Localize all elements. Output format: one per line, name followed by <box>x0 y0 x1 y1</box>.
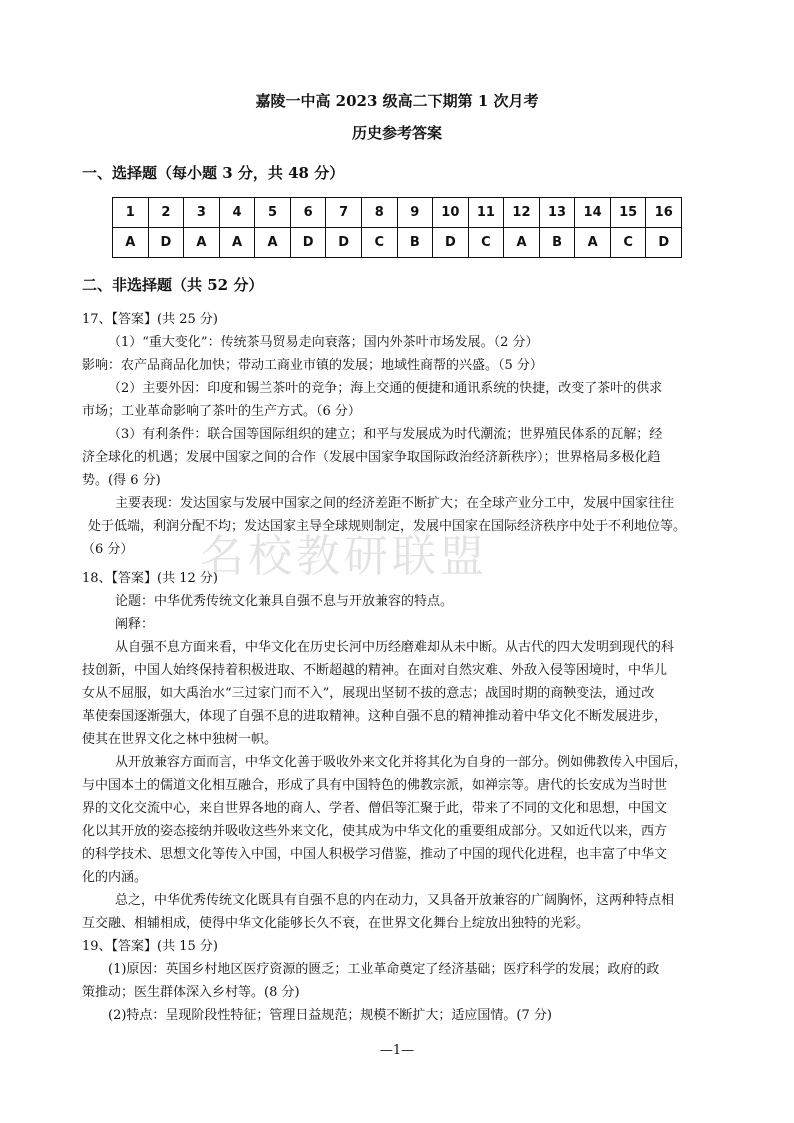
question-number: 3 <box>184 198 220 228</box>
question-number: 15 <box>610 198 646 228</box>
section-essay-title: 二、非选择题（共 52 分） <box>82 276 264 294</box>
q18-paragraph: 化的内涵。 <box>82 870 148 885</box>
q17-paragraph: （2）主要外因：印度和锡兰茶叶的竞争；海上交通的便捷和通讯系统的快捷，改变了茶叶的供求 <box>108 381 663 396</box>
q18-paragraph: 界的文化交流中心，来自世界各地的商人、学者、僧侣等汇聚于此，带来了不同的文化和思想，中国文 <box>82 801 668 816</box>
question-number: 2 <box>148 198 184 228</box>
answer-letter: D <box>433 228 469 258</box>
question-number: 14 <box>575 198 611 228</box>
q17-paragraph: （6 分） <box>82 542 134 557</box>
q17-paragraph: 影响：农产品商品化加快；带动工商业市镇的发展；地域性商帮的兴盛。（5 分） <box>82 358 543 373</box>
answer-letter: A <box>113 228 149 258</box>
answer-letter: A <box>255 228 291 258</box>
answer-letter: D <box>290 228 326 258</box>
answer-letter: C <box>610 228 646 258</box>
answer-letter: D <box>326 228 362 258</box>
question-number: 10 <box>433 198 469 228</box>
q17-paragraph: 势。(得 6 分) <box>82 473 161 488</box>
q17-paragraph: （3）有利条件：联合国等国际组织的建立；和平与发展成为时代潮流；世界殖民体系的瓦解；经 <box>108 427 663 442</box>
question-number: 8 <box>361 198 397 228</box>
q18-paragraph: 与中国本土的儒道文化相互融合，形成了具有中国特色的佛教宗派，如禅宗等。唐代的长安成为当时世 <box>82 778 668 793</box>
q17-paragraph: 市场；工业革命影响了茶叶的生产方式。（6 分） <box>82 404 361 419</box>
answer-letter: A <box>575 228 611 258</box>
q18-thesis: 论题：中华优秀传统文化兼具自强不息与开放兼容的特点。 <box>115 594 454 609</box>
q19-heading: 19、【答案】(共 15 分) <box>82 939 218 954</box>
q17-heading: 17、【答案】(共 25 分) <box>82 312 218 327</box>
q17-paragraph: 处于低端，利润分配不均；发达国家主导全球规则制定，发展中国家在国际经济秩序中处于不利地位等。 <box>88 519 687 534</box>
q19-paragraph: (2)特点：呈现阶段性特征；管理日益规范；规模不断扩大；适应国情。(7 分) <box>108 1008 552 1023</box>
question-number: 16 <box>646 198 682 228</box>
watermark: 名校教研联盟 <box>200 531 488 582</box>
answer-letter: D <box>646 228 682 258</box>
question-number: 6 <box>290 198 326 228</box>
question-number: 5 <box>255 198 291 228</box>
q18-paragraph: 总之，中华优秀传统文化既具有自强不息的内在动力，又具备开放兼容的广阔胸怀，这两种特点相 <box>115 893 675 908</box>
q18-paragraph: 从自强不息方面来看，中华文化在历史长河中历经磨难却从未中断。从古代的四大发明到现代的科 <box>115 640 675 655</box>
answer-letter: B <box>539 228 575 258</box>
question-number: 9 <box>397 198 433 228</box>
question-number: 12 <box>504 198 540 228</box>
question-number: 1 <box>113 198 149 228</box>
answer-letter: C <box>361 228 397 258</box>
q17-paragraph: 济全球化的机遇；发展中国家之间的合作（发展中国家争取国际政治经济新秩序）；世界格局多极化趋 <box>82 450 661 465</box>
q17-paragraph: （1）“重大变化”：传统茶马贸易走向衰落；国内外茶叶市场发展。（2 分） <box>108 335 539 350</box>
answer-letter: A <box>504 228 540 258</box>
q18-paragraph: 女从不屈服，如大禹治水“三过家门而不入”，展现出坚韧不拔的意志；战国时期的商鞅变法，通过改 <box>82 686 655 701</box>
answer-letter: D <box>148 228 184 258</box>
page-number: —1— <box>379 1043 415 1058</box>
q18-paragraph: 互交融、相辅相成，使得中华文化能够长久不衰，在世界文化舞台上绽放出独特的光彩。 <box>82 916 590 931</box>
question-number: 7 <box>326 198 362 228</box>
q18-paragraph: 技创新，中国人始终保持着积极进取、不断超越的精神。在面对自然灾难、外敌入侵等困境时，中华儿 <box>82 663 668 678</box>
answer-letter: A <box>184 228 220 258</box>
question-number: 13 <box>539 198 575 228</box>
answer-row <box>113 228 682 258</box>
q18-paragraph: 使其在世界文化之林中独树一帜。 <box>82 732 278 747</box>
q18-explain-label: 阐释： <box>115 617 155 632</box>
exam-title: 嘉陵一中高 2023 级高二下期第 1 次月考 <box>255 92 539 110</box>
exam-subtitle: 历史参考答案 <box>351 124 442 142</box>
answer-letter: A <box>219 228 255 258</box>
answer-letter: C <box>468 228 504 258</box>
question-number-row <box>113 198 682 228</box>
question-number: 11 <box>468 198 504 228</box>
q18-heading: 18、【答案】(共 12 分) <box>82 571 218 586</box>
answer-table <box>112 197 682 258</box>
answer-letter: B <box>397 228 433 258</box>
question-number: 4 <box>219 198 255 228</box>
q18-paragraph: 化以其开放的姿态接纳并吸收这些外来文化，使其成为中华文化的重要组成部分。又如近代以来，西方 <box>82 824 668 839</box>
q18-paragraph: 从开放兼容方面而言，中华文化善于吸收外来文化并将其化为自身的一部分。例如佛教传入中国后， <box>115 755 688 770</box>
q18-paragraph: 的科学技术、思想文化等传入中国，中国人积极学习借鉴，推动了中国的现代化进程，也丰富了中华文 <box>82 847 668 862</box>
section-choice-title: 一、选择题（每小题 3 分，共 48 分） <box>82 164 345 182</box>
q19-paragraph: (1)原因：英国乡村地区医疗资源的匮乏；工业革命奠定了经济基础；医疗科学的发展；政府的政 <box>108 962 660 977</box>
q17-paragraph: 主要表现：发达国家与发展中国家之间的经济差距不断扩大；在全球产业分工中，发展中国家往往 <box>115 496 675 511</box>
q19-paragraph: 策推动；医生群体深入乡村等。(8 分) <box>82 985 300 1000</box>
q18-paragraph: 革使秦国逐渐强大，体现了自强不息的进取精神。这种自强不息的精神推动着中华文化不断发展进步， <box>82 709 668 724</box>
